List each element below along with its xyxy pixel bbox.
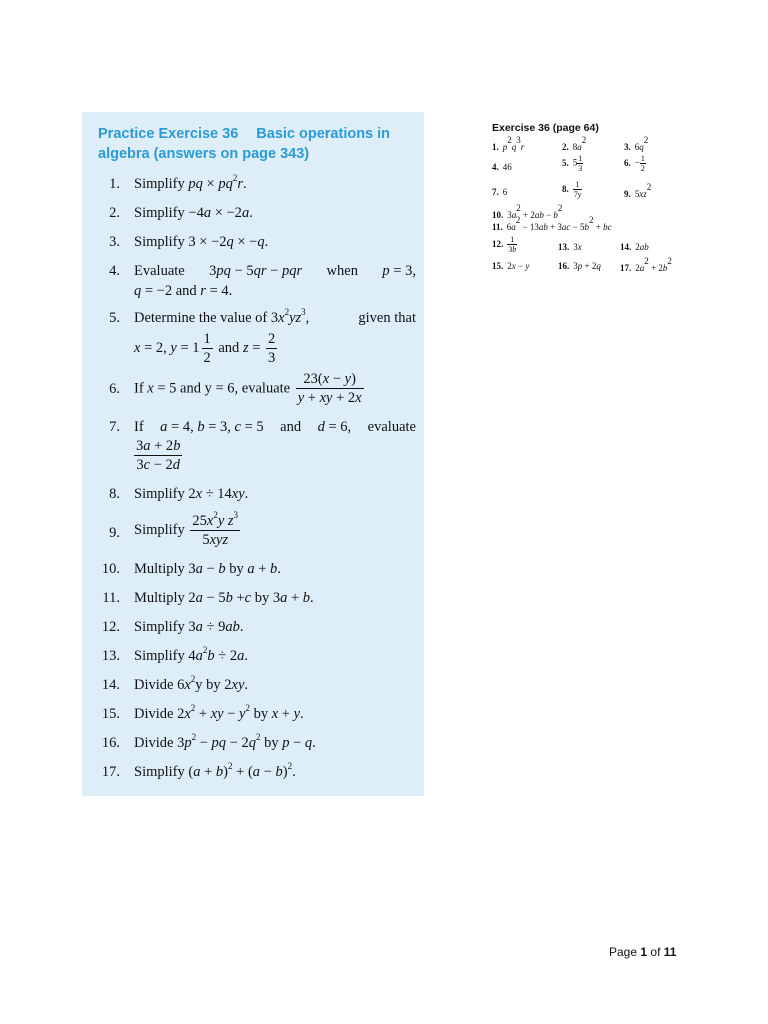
answer-4: 4. 46	[492, 162, 512, 172]
answer-2: 2. $8a^2$	[562, 135, 587, 152]
answer-1: 1. $p^2q^3r$	[492, 135, 525, 152]
answer-16: 16. 3p + 2q	[558, 261, 601, 271]
answer-8: 8. $\frac{1}{7y}$	[562, 180, 582, 199]
panel-title: Practice Exercise 36 Basic operations in algebra (answers on page 343)	[98, 126, 391, 162]
answer-17: 17. $2a^2 + 2b^2$	[620, 256, 672, 273]
page-footer: Page 1 of 11	[609, 945, 677, 959]
answer-7: 7. 6	[492, 187, 508, 197]
answer-11: 11. $6a^2 - 13ab + 3ac - 5b^2$ + bc	[492, 215, 612, 232]
answer-3: 3. $6q^2$	[624, 135, 649, 152]
answer-9: 9. $5xz^2$	[624, 182, 652, 199]
answer-5: 5. 5 $\frac{1}{3}$	[562, 154, 583, 173]
answer-6: 6. − $\frac{1}{2}$	[624, 154, 645, 173]
answer-10: 10. $3a^2 + 2ab - b^2$	[492, 203, 563, 220]
answer-12: 12. $\frac{1}{3b}$	[492, 235, 517, 254]
practice-exercise-panel: Practice Exercise 36 Basic operations in algebra (answers on page 343) 1. Simplify pq × $pq^2r$. 2. Simplify −4a × −2a. 3. Simplify 3 × −2q × −q. 4. Evaluate 3pq − 5qr − pqr when p = 3, q = −2 and r = 4. 5. Determine the value of $3x^2yz^3$, given that x = 2, y = 1 $\frac{1}{2}$ and z = $\frac{2}{3}$ 6. If x = 5 and y = 6, evaluate $\frac{23(x - y)}{y + xy + 2x}$ 7. If a = 4, b = 3, c = 5 and d = 6, evaluate $\frac{3a + 2b}{3c - 2d}$ 8. Simplify 2x ÷ 14xy. 9. Simplify $\frac{25x^2y z^3}{\text{5xyz}}$ 10. Multiply 3a − b by a + b. 11. Multiply 2a − 5b +c by 3a + b. 12. Simplify 3a ÷ 9ab. 13. Simplify $4a^2b \div 2a$. 14. Divide $6x^2y$ by 2xy. 15. Divide $2x^2$ + xy − $y^2$ by x + y. 16. Divide $3p^2$ − pq − $2q^2$ by p − q. 17. Simplify $(a + b)^2 + (a - b)^2$.	[82, 112, 424, 796]
answer-15: 15. 2x − y	[492, 261, 530, 271]
answer-13: 13. 3x	[558, 242, 582, 252]
answers-title: Exercise 36 (page 64)	[492, 122, 599, 134]
answer-14: 14. 2ab	[620, 242, 649, 252]
